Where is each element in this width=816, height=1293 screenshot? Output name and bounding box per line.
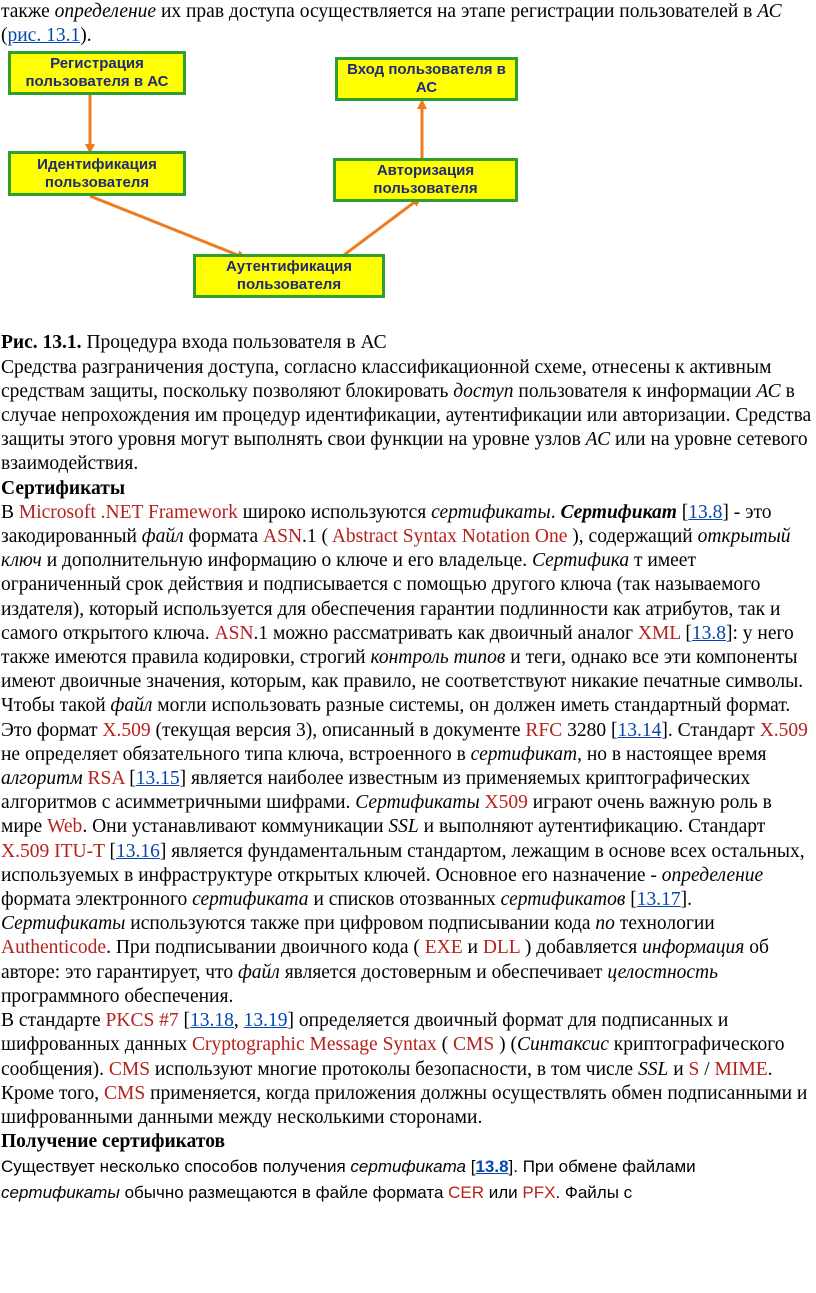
- caption-text: Процедура входа пользователя в АС: [81, 332, 387, 354]
- term: файл: [141, 526, 184, 548]
- glossary-term[interactable]: MIME: [714, 1058, 768, 1080]
- term: контроль типов: [370, 647, 506, 669]
- term: Сертификат: [560, 501, 677, 523]
- text: ]: у него также имеются правила кодировки, строгий: [1, 622, 794, 669]
- text: и списков отозванных: [308, 889, 501, 911]
- box-identification: Идентификация пользователя: [8, 151, 186, 196]
- text: .1 можно рассматривать как двоичный аналог: [253, 622, 638, 644]
- text: и: [668, 1058, 689, 1080]
- text: , но в настоящее время: [577, 743, 767, 765]
- glossary-term[interactable]: CMS: [104, 1082, 146, 1104]
- term: Сертификаты: [1, 913, 126, 935]
- text: (текущая версия 3), описанный в документе: [150, 719, 526, 741]
- reference-link[interactable]: 13.15: [135, 768, 180, 790]
- glossary-term[interactable]: PFX: [522, 1183, 556, 1203]
- term: сертификаты: [431, 501, 551, 523]
- glossary-term[interactable]: X.509: [102, 719, 151, 741]
- reference-link[interactable]: 13.18: [190, 1010, 234, 1032]
- term: SSL: [637, 1058, 669, 1080]
- glossary-term[interactable]: Cryptographic Message Syntax: [191, 1034, 437, 1056]
- text: применяется, когда приложения должны осуществлять обмен подписанными и шифрованными данными между несколькими сторонами.: [1, 1082, 808, 1128]
- glossary-term[interactable]: PKCS #7: [105, 1010, 179, 1032]
- text: используются также при цифровом подписывании кода: [125, 913, 596, 935]
- text: ] определяется двоичный формат для подписанных и шифрованных данных: [1, 1010, 729, 1056]
- glossary-term[interactable]: Microsoft .NET Framework: [18, 501, 238, 523]
- reference-link[interactable]: 13.8: [688, 501, 723, 523]
- glossary-term[interactable]: X.509 ITU-T: [1, 840, 105, 862]
- text: и дополнительную информацию о ключе и его владельце.: [41, 550, 532, 572]
- text: или на уровне сетевого взаимодействия.: [1, 429, 808, 475]
- text: В стандарте: [1, 1010, 106, 1032]
- figure-caption: [0, 331, 816, 355]
- term: сертификата: [192, 889, 309, 911]
- text: [: [178, 1010, 191, 1032]
- text: 3280 [: [562, 719, 618, 741]
- text: ] является наиболее известным из применяемых криптографических алгоритмов с асимметричными шифрами.: [1, 768, 751, 814]
- arrow-identification-to-authentication: [90, 196, 245, 258]
- text: и теги, однако все эти компоненты имеют двоичные значения, которым, как правило, не соответствуют никакие печатные символы.: [1, 647, 804, 693]
- paragraph-obtaining: [0, 1154, 816, 1206]
- glossary-term[interactable]: Authenticode: [1, 937, 107, 959]
- text: играют очень важную роль в мире: [1, 792, 772, 838]
- reference-link[interactable]: 13.19: [243, 1010, 288, 1032]
- box-authorization: Авторизация пользователя: [333, 158, 518, 202]
- reference-link[interactable]: 13.14: [617, 719, 662, 741]
- caption-label: Рис. 13.1.: [1, 332, 82, 354]
- text: .1 (: [302, 526, 332, 548]
- box-registration: Регистрация пользователя в АС: [8, 51, 186, 95]
- text: ).: [80, 25, 92, 47]
- text: их прав доступа осуществляется на этапе регистрации пользователей в: [156, 1, 758, 22]
- glossary-term[interactable]: DLL: [482, 937, 520, 959]
- term: Сертифика: [532, 550, 630, 572]
- text: /: [699, 1058, 715, 1080]
- intro-paragraph: [0, 0, 816, 48]
- term: доступ: [453, 380, 514, 402]
- text: ), содержащий: [567, 526, 698, 548]
- text: формата электронного: [1, 889, 193, 911]
- text: и: [462, 937, 483, 959]
- text: Чтобы такой: [1, 695, 111, 717]
- text: и выполняют аутентификацию. Стандарт: [418, 816, 766, 838]
- glossary-term[interactable]: ASN: [214, 622, 254, 644]
- text: об авторе: это гарантирует, что: [1, 937, 769, 983]
- glossary-term[interactable]: CMS: [108, 1058, 151, 1080]
- text: (: [436, 1034, 454, 1056]
- heading-certificates: Сертификаты: [1, 477, 126, 499]
- text: пользователя к информации: [513, 380, 757, 402]
- term: Синтаксис: [516, 1034, 609, 1056]
- reference-link[interactable]: 13.17: [636, 889, 681, 911]
- text: ]. При обмене файлами: [508, 1157, 696, 1177]
- text: Существует несколько способов получения: [1, 1157, 351, 1177]
- text: ].: [680, 889, 692, 911]
- box-authentication: Аутентификация пользователя: [193, 254, 385, 298]
- text: в случае непрохождения им процедур идентификации, аутентификации или авторизации. Средства защиты этого уровня могут выполнять свои функции на уровне узлов: [1, 380, 812, 451]
- figure-link[interactable]: рис. 13.1: [7, 25, 81, 47]
- term: алгоритм: [1, 768, 83, 790]
- text: криптографического сообщения).: [1, 1034, 785, 1080]
- text: . Они устанавливают коммуникации: [82, 816, 389, 838]
- glossary-term[interactable]: RFC: [525, 719, 563, 741]
- text: .: [550, 501, 561, 523]
- term: сертификатов: [500, 889, 626, 911]
- term: определение: [661, 864, 764, 886]
- text: широко используются: [237, 501, 432, 523]
- reference-link[interactable]: 13.16: [116, 840, 160, 862]
- text: используют многие протоколы безопасности, в том числе: [150, 1058, 638, 1080]
- glossary-term[interactable]: EXE: [424, 937, 463, 959]
- text: ] является фундаментальным стандартом, лежащим в основе всех остальных, используемых в инфраструктуре открытых ключей. Основное его назначение -: [1, 840, 805, 886]
- term: сертификат: [470, 743, 578, 765]
- text: [: [680, 622, 692, 644]
- text: ) добавляется: [520, 937, 643, 959]
- term: информация: [642, 937, 745, 959]
- text: программного обеспечения.: [1, 985, 234, 1007]
- glossary-term[interactable]: XML: [637, 622, 681, 644]
- text: формата: [183, 526, 264, 548]
- term: целостность: [607, 961, 718, 983]
- term: АС: [585, 429, 611, 451]
- glossary-term[interactable]: S: [688, 1058, 700, 1080]
- term: АС: [757, 1, 782, 22]
- text: или: [484, 1183, 523, 1203]
- text: [: [625, 889, 637, 911]
- login-procedure-diagram: [0, 48, 816, 323]
- text: (: [1, 25, 8, 47]
- glossary-term[interactable]: Web: [47, 816, 83, 838]
- heading-obtaining-certificates: Получение сертификатов: [1, 1131, 225, 1153]
- term: сертификата: [350, 1157, 466, 1177]
- text: технологии: [614, 913, 715, 935]
- text: обычно размещаются в файле формата: [119, 1183, 449, 1203]
- paragraph-certificates: [0, 501, 816, 695]
- text: не определяет обязательного типа ключа, встроенного в: [1, 743, 471, 765]
- paragraph-pkcs7: [0, 1009, 816, 1130]
- text: ] - это закодированный: [1, 501, 772, 548]
- term: АС: [756, 380, 781, 402]
- glossary-term[interactable]: CER: [448, 1183, 485, 1203]
- text: ) (: [494, 1034, 517, 1056]
- reference-link[interactable]: 13.8: [475, 1157, 509, 1177]
- glossary-term[interactable]: RSA: [87, 768, 125, 790]
- term: файл: [237, 961, 280, 983]
- term: сертификаты: [1, 1183, 120, 1203]
- arrow-authentication-to-authorization: [340, 198, 420, 258]
- term: SSL: [388, 816, 419, 838]
- text: . Кроме того,: [1, 1058, 773, 1104]
- text: [: [676, 501, 689, 523]
- term: файл: [110, 695, 153, 717]
- paragraph-access-control: [0, 356, 816, 477]
- glossary-term[interactable]: Abstract Syntax Notation One: [331, 526, 568, 548]
- text: могли использовать разные системы, он должен иметь стандартный формат. Это формат: [1, 695, 791, 741]
- text: [: [104, 840, 116, 862]
- text: т имеет ограниченный срок действия и подписывается с помощью другого ключа (так называемого издателя), который используется для обеспечения гарантии подлинности как атрибутов, так и самого открытого ключа.: [1, 550, 781, 644]
- text: ]. Стандарт: [661, 719, 760, 741]
- glossary-term[interactable]: ASN: [263, 526, 303, 548]
- term: открытый ключ: [1, 526, 791, 572]
- text: Средства разграничения доступа, согласно классификационной схеме, отнесены к активным средствам защиты, поскольку позволяют блокировать: [1, 356, 772, 402]
- glossary-term[interactable]: CMS: [453, 1034, 495, 1056]
- term: определение: [54, 1, 157, 22]
- text: В: [1, 501, 19, 523]
- glossary-term[interactable]: X.509: [759, 719, 808, 741]
- text: . Файлы с: [555, 1183, 633, 1203]
- text: [: [124, 768, 136, 790]
- text: . При подписывании двоичного кода (: [106, 937, 425, 959]
- text: [: [466, 1157, 476, 1177]
- text: ,: [233, 1010, 244, 1032]
- glossary-term[interactable]: X509: [484, 792, 528, 814]
- paragraph-x509: [0, 694, 816, 1009]
- box-login: Вход пользователя в АС: [335, 57, 518, 101]
- term: по: [595, 913, 615, 935]
- text: также: [1, 1, 55, 22]
- text: является достоверным и обеспечивает: [279, 961, 608, 983]
- term: Сертификаты: [355, 792, 480, 814]
- reference-link[interactable]: 13.8: [691, 622, 726, 644]
